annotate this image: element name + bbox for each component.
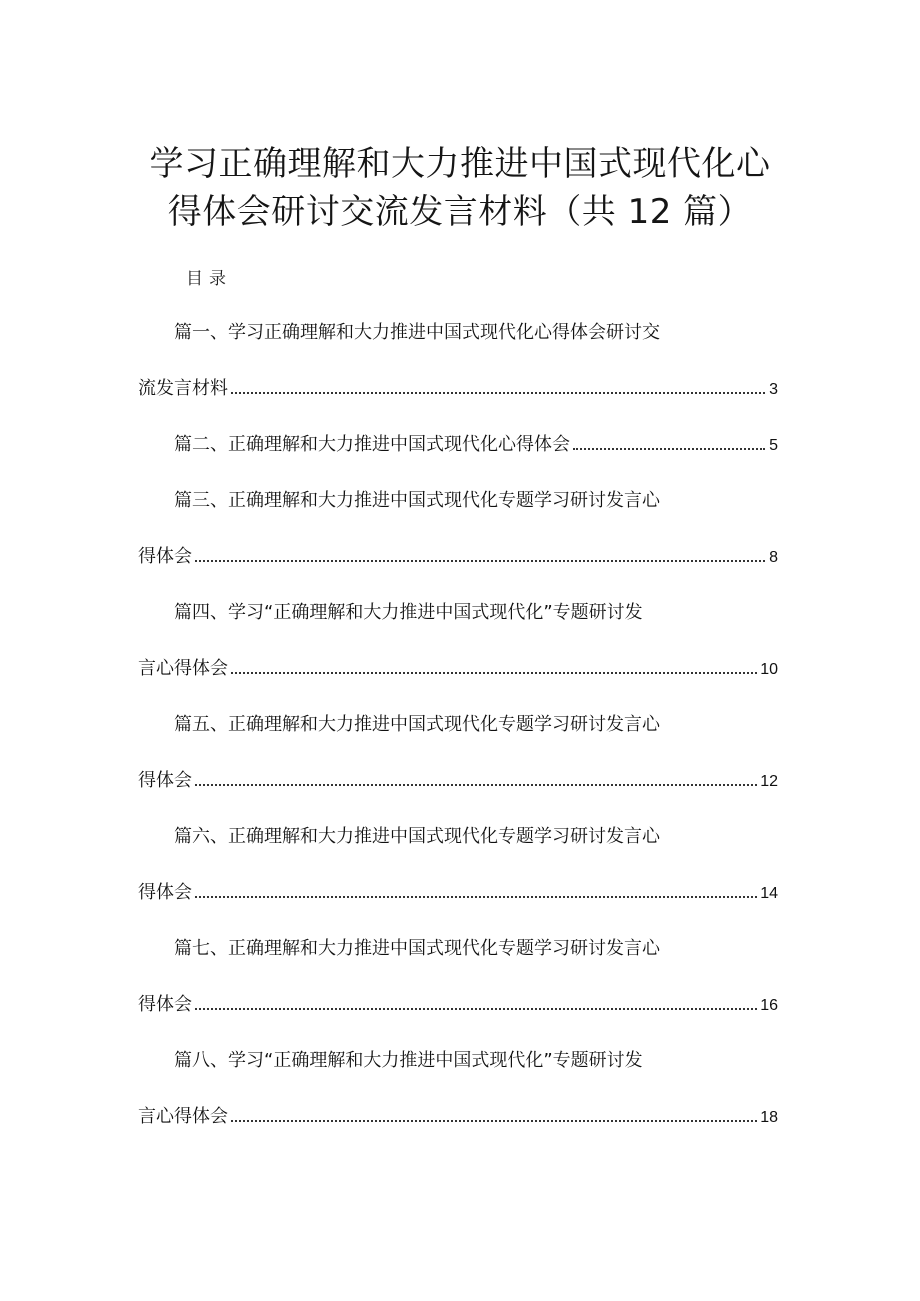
toc-entry-8-title[interactable]: 篇八、学习“正确理解和大力推进中国式现代化”专题研讨发: [174, 1050, 643, 1071]
toc-entry-5-continuation[interactable]: [138, 766, 778, 792]
toc-entry-7-page-number: 16: [760, 997, 778, 1014]
toc-entry-4-text: 言心得体会: [138, 658, 228, 679]
toc-entry-7-title[interactable]: 篇七、正确理解和大力推进中国式现代化专题学习研讨发言心: [174, 938, 660, 959]
toc-entry-8-continuation[interactable]: [138, 1102, 778, 1128]
toc-entry-1-continuation[interactable]: [138, 374, 778, 400]
toc-entry-8-page-number: 18: [760, 1109, 778, 1126]
toc-leader-dots: [231, 1119, 757, 1122]
toc-leader-dots: [573, 447, 765, 450]
toc-entry-1-text: 流发言材料: [138, 378, 228, 399]
toc-leader-dots: [195, 783, 757, 786]
toc-entry-4-title[interactable]: 篇四、学习“正确理解和大力推进中国式现代化”专题研讨发: [174, 602, 643, 623]
toc-entry-2-text: 篇二、正确理解和大力推进中国式现代化心得体会: [174, 434, 570, 455]
toc-entry-3-continuation[interactable]: [138, 542, 778, 568]
toc-entry-4-continuation[interactable]: [138, 654, 778, 680]
toc-entry-7-text: 得体会: [138, 994, 192, 1015]
toc-entry-5-title[interactable]: 篇五、正确理解和大力推进中国式现代化专题学习研讨发言心: [174, 714, 660, 735]
toc-entry-1-title[interactable]: 篇一、学习正确理解和大力推进中国式现代化心得体会研讨交: [174, 322, 660, 343]
toc-entry-6-continuation[interactable]: [138, 878, 778, 904]
toc-leader-dots: [195, 1007, 757, 1010]
toc-entry-3-page-number: 8: [769, 549, 778, 566]
toc-leader-dots: [195, 895, 757, 898]
toc-entry-5-text: 得体会: [138, 770, 192, 791]
toc-heading: 目录: [186, 269, 232, 289]
toc-entry-2-page-number: 5: [769, 437, 778, 454]
toc-entry-1-page-number: 3: [769, 381, 778, 398]
toc-leader-dots: [195, 559, 765, 562]
toc-entry-4-page-number: 10: [760, 661, 778, 678]
toc-leader-dots: [231, 671, 757, 674]
document-title-line-2: 得体会研讨交流发言材料（共 12 篇）: [167, 192, 753, 232]
toc-entry-6-text: 得体会: [138, 882, 192, 903]
toc-entry-2[interactable]: [174, 430, 778, 456]
toc-entry-6-page-number: 14: [760, 885, 778, 902]
document-title-line-1: 学习正确理解和大力推进中国式现代化心: [149, 144, 771, 184]
toc-entry-3-title[interactable]: 篇三、正确理解和大力推进中国式现代化专题学习研讨发言心: [174, 490, 660, 511]
toc-entry-6-title[interactable]: 篇六、正确理解和大力推进中国式现代化专题学习研讨发言心: [174, 826, 660, 847]
toc-entry-3-text: 得体会: [138, 546, 192, 567]
toc-leader-dots: [231, 391, 765, 394]
toc-entry-5-page-number: 12: [760, 773, 778, 790]
toc-entry-7-continuation[interactable]: [138, 990, 778, 1016]
toc-entry-8-text: 言心得体会: [138, 1106, 228, 1127]
